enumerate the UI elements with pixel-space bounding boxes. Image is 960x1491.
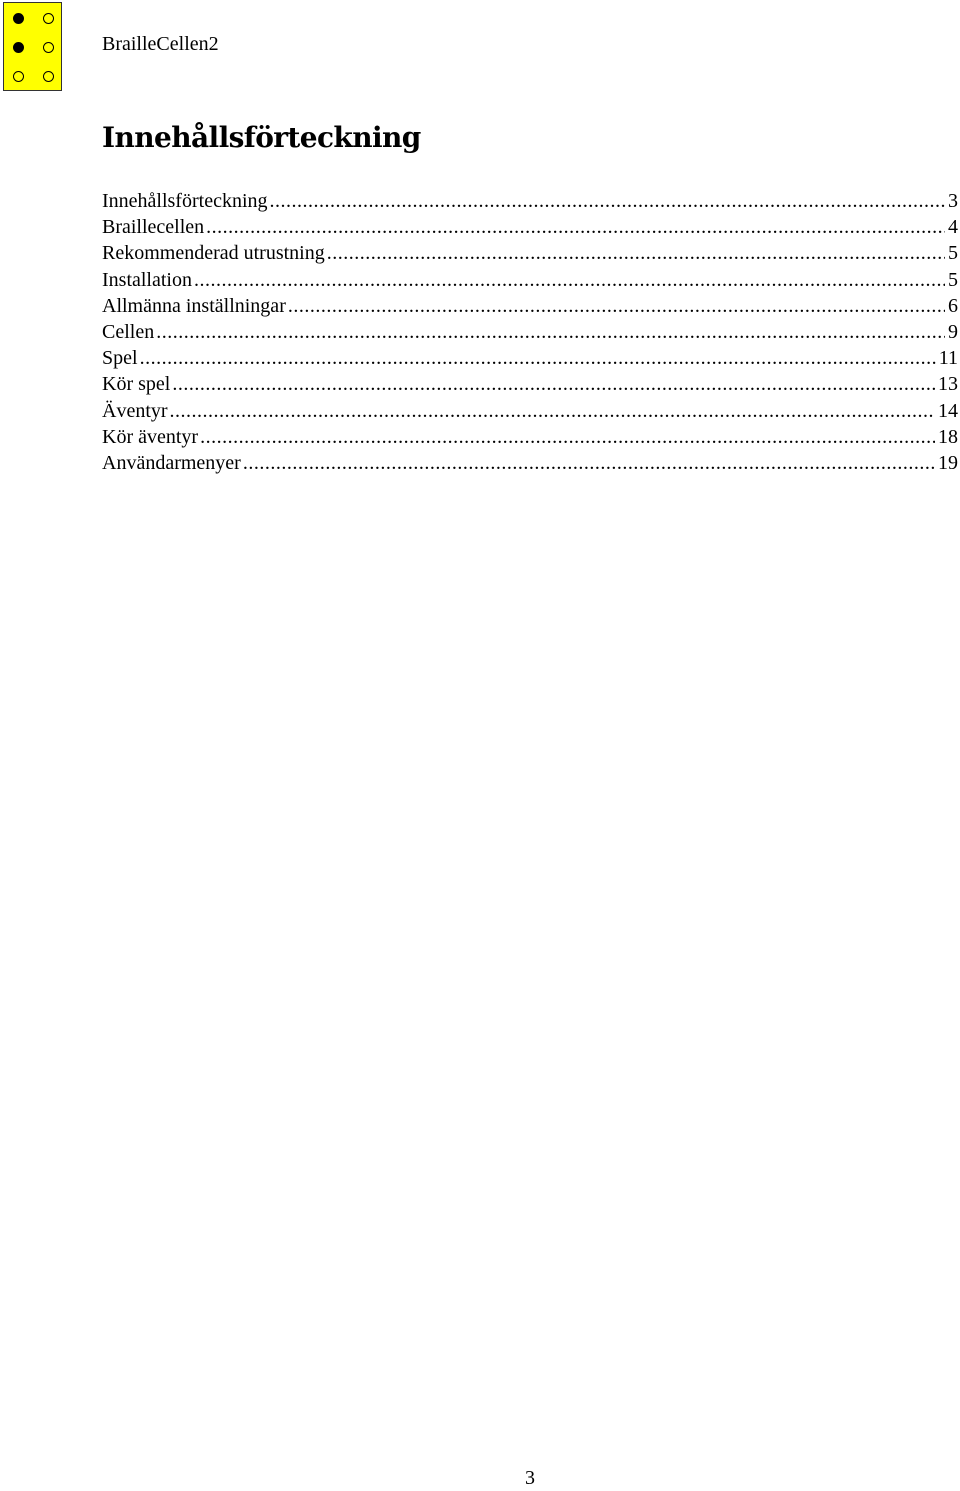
toc-entry[interactable]	[102, 240, 958, 266]
toc-dot-leader	[194, 267, 945, 293]
toc-entry-title: Rekommenderad utrustning	[102, 242, 325, 265]
toc-entry-page: 3	[948, 190, 958, 212]
toc-dot-leader	[243, 450, 935, 476]
toc-entry-title: Kör äventyr	[102, 425, 199, 448]
toc-entry[interactable]	[102, 293, 958, 319]
toc-entry-page: 5	[948, 242, 958, 265]
page-number: 3	[525, 1467, 535, 1489]
toc-entry[interactable]	[102, 345, 958, 371]
toc-entry-page: 19	[938, 451, 958, 474]
toc-dot-leader	[156, 319, 945, 345]
braille-dot-4	[43, 13, 54, 24]
toc-entry-page: 13	[938, 373, 958, 396]
toc-dot-leader	[288, 293, 945, 319]
toc-entry-page: 14	[938, 399, 958, 422]
toc-entry-title: Innehållsförteckning	[102, 190, 268, 212]
braille-dot-2	[13, 42, 24, 53]
toc-dot-leader	[200, 424, 935, 450]
table-of-contents	[102, 188, 958, 476]
braille-dot-3	[13, 71, 24, 82]
toc-dot-leader	[140, 345, 936, 371]
toc-dot-leader	[270, 188, 946, 214]
toc-entry-title: Braillecellen	[102, 216, 205, 239]
toc-entry[interactable]	[102, 398, 958, 424]
toc-dot-leader	[170, 398, 935, 424]
toc-entry[interactable]	[102, 319, 958, 345]
toc-entry[interactable]	[102, 267, 958, 293]
toc-entry[interactable]	[102, 214, 958, 240]
toc-entry[interactable]	[102, 188, 958, 214]
toc-entry-title: Äventyr	[102, 399, 168, 422]
toc-entry-page: 5	[948, 268, 958, 291]
toc-entry-title: Kör spel	[102, 373, 171, 396]
document-header-title: BrailleCellen2	[102, 33, 219, 55]
braille-dot-1	[13, 13, 24, 24]
toc-heading: Innehållsförteckning	[102, 121, 421, 154]
toc-entry-title: Användarmenyer	[102, 451, 241, 474]
toc-entry-page: 6	[948, 294, 958, 317]
toc-entry-page: 4	[948, 216, 958, 239]
toc-entry[interactable]	[102, 371, 958, 397]
braille-dot-6	[43, 71, 54, 82]
toc-dot-leader	[206, 214, 945, 240]
toc-dot-leader	[172, 371, 935, 397]
toc-entry-title: Cellen	[102, 320, 155, 343]
toc-entry[interactable]	[102, 450, 958, 476]
toc-entry-page: 11	[938, 347, 958, 370]
toc-dot-leader	[327, 240, 945, 266]
toc-entry-page: 9	[948, 320, 958, 343]
braille-cell-icon	[3, 2, 62, 91]
toc-entry-title: Installation	[102, 268, 192, 291]
braille-dot-5	[43, 42, 54, 53]
toc-entry-page: 18	[938, 425, 958, 448]
toc-entry-title: Allmänna inställningar	[102, 294, 286, 317]
toc-entry[interactable]	[102, 424, 958, 450]
toc-entry-title: Spel	[102, 347, 138, 370]
